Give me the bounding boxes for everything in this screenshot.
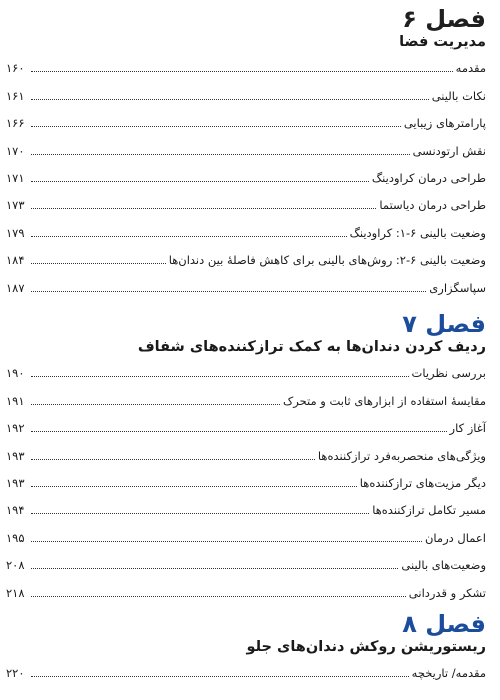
dot-leader [31,431,447,432]
dot-leader [31,676,409,677]
toc-entry[interactable] [6,576,486,603]
toc-entry-page: ۱۹۳ [6,448,25,463]
chapter-number: فصل ۶ [402,5,486,33]
toc-entry-title: نقش ارتودنسی [412,143,486,158]
dot-leader [31,291,426,292]
toc-entry[interactable] [6,162,486,189]
dot-leader [31,596,406,597]
toc-entry[interactable] [6,52,486,79]
toc-entry-page: ۱۷۱ [6,170,25,185]
toc-entry-title: مقدمه [455,61,486,76]
dot-leader [31,181,369,182]
toc-entry-page: ۱۸۴ [6,253,25,268]
chapter-number: فصل ۷ [402,310,486,338]
dot-leader [31,376,409,377]
toc-entry-title: تشکر و قدردانی [408,585,486,600]
toc-entry[interactable] [6,549,486,576]
toc-entry[interactable] [6,216,486,243]
toc-entry-title: طراحی درمان دیاستما [379,198,486,213]
toc-entry-title: آغاز کار [449,421,486,436]
toc-entry-title: اعمال درمان [424,530,486,545]
chapter-number: فصل ۸ [402,610,486,638]
toc-entry-title: طراحی درمان کراودینگ [371,170,486,185]
toc-entry-title: بررسی نظریات [411,366,486,381]
chapter-7-entries [6,357,486,604]
toc-entry[interactable] [6,494,486,521]
chapter-title: ردیف کردن دندان‌ها به کمک ترازکننده‌های شفاف [137,339,486,355]
toc-entry-page: ۱۹۴ [6,503,25,518]
toc-entry-page: ۱۸۷ [6,280,25,295]
dot-leader [31,126,401,127]
toc-entry[interactable] [6,244,486,271]
dot-leader [31,99,429,100]
toc-entry-title: نکات بالینی [431,88,486,103]
toc-entry-page: ۲۱۸ [6,585,25,600]
toc-entry-title: مسیر تکامل ترازکننده‌ها [372,503,486,518]
dot-leader [31,154,410,155]
toc-entry[interactable] [6,271,486,298]
toc-entry-page: ۱۷۰ [6,143,25,158]
toc-entry-page: ۱۶۱ [6,88,25,103]
chapter-7 [6,309,486,604]
chapter-title: ریستوریشن روکش دندان‌های جلو [246,639,486,655]
toc-entry-title: وضعیت بالینی ۶-۲: روش‌های بالینی برای کاهش فاصلهٔ بین دندان‌ها [168,253,486,268]
toc-entry[interactable] [6,357,486,384]
toc-entry-title: وضعیت‌های بالینی [401,558,486,573]
toc-entry-title: پارامترهای زیبایی [403,116,486,131]
dot-leader [31,486,357,487]
dot-leader [31,513,369,514]
dot-leader [31,208,376,209]
toc-entry-page: ۱۹۲ [6,421,25,436]
chapter-8-entries [6,657,486,684]
toc-entry-title: سپاسگزاری [429,280,486,295]
toc-entry[interactable] [6,467,486,494]
toc-entry[interactable] [6,79,486,106]
dot-leader [31,459,315,460]
toc-entry-page: ۲۲۰ [6,666,25,681]
toc-entry-title: مقدمه/ تاریخچه [411,666,486,681]
toc-entry[interactable] [6,657,486,684]
toc-entry[interactable] [6,439,486,466]
toc-entry[interactable] [6,134,486,161]
toc-entry-title: دیگر مزیت‌های ترازکننده‌ها [359,475,486,490]
toc-entry[interactable] [6,412,486,439]
dot-leader [31,263,166,264]
toc-entry-page: ۱۷۹ [6,225,25,240]
chapter-title: مدیریت فضا [399,34,486,50]
chapter-8 [6,609,486,684]
toc-entry-page: ۱۹۵ [6,530,25,545]
toc-entry[interactable] [6,521,486,548]
toc-entry[interactable] [6,107,486,134]
dot-leader [31,236,347,237]
toc-entry-title: مقایسهٔ استفاده از ابزارهای ثابت و متحرک [282,393,486,408]
dot-leader [31,568,398,569]
toc-entry-title: ویژگی‌های منحصربه‌فرد ترازکننده‌ها [317,448,486,463]
toc-entry-title: وضعیت بالینی ۶-۱: کراودینگ [349,225,486,240]
toc-entry-page: ۲۰۸ [6,558,25,573]
toc-entry[interactable] [6,189,486,216]
dot-leader [31,71,453,72]
toc-entry-page: ۱۹۰ [6,366,25,381]
chapter-6 [6,4,486,299]
toc-entry-page: ۱۹۳ [6,475,25,490]
toc-entry[interactable] [6,384,486,411]
toc-entry-page: ۱۹۱ [6,393,25,408]
toc-entry-page: ۱۷۳ [6,198,25,213]
dot-leader [31,404,280,405]
toc-entry-page: ۱۶۶ [6,116,25,131]
chapter-6-entries [6,52,486,299]
dot-leader [31,541,422,542]
toc-entry-page: ۱۶۰ [6,61,25,76]
